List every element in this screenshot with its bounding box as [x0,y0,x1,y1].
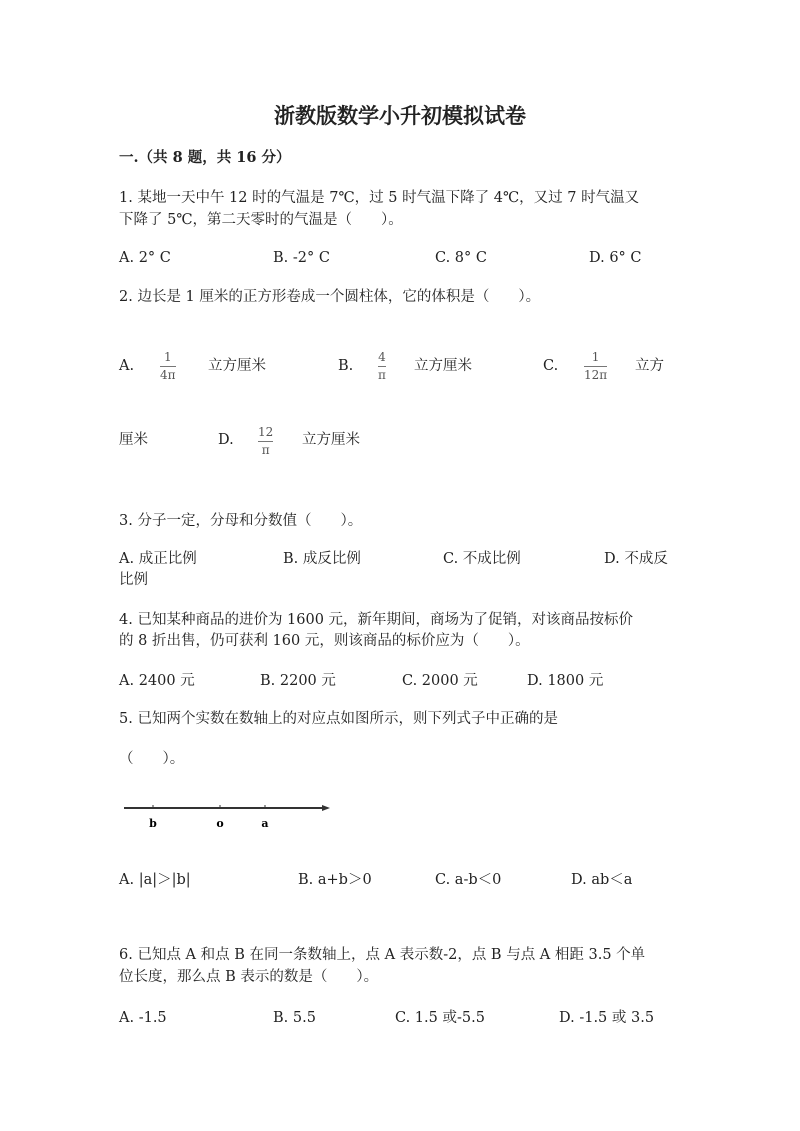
q3-wrap: 比例 [119,572,148,588]
q2-option-b-fraction [378,350,386,383]
numerator: 12 [258,425,274,439]
denominator: 12π [584,368,608,382]
number-line-figure [120,795,340,835]
q5-text: 5. 已知两个实数在数轴上的对应点如图所示，则下列式子中正确的是 [119,711,558,727]
axis-label-b: b [149,817,157,830]
q1-option-b: B. -2° C [273,250,330,266]
q1-option-d: D. 6° C [589,250,642,266]
q1-option-a: A. 2° C [119,250,171,266]
denominator: 4π [160,368,176,382]
q5-option-b: B. a+b＞0 [298,872,372,888]
q4-option-b: B. 2200 元 [260,673,336,689]
q1-text: 1. 某地一天中午 12 时的气温是 7℃，过 5 时气温下降了 4℃，又过 7 时气温又 [119,190,640,206]
section-heading: 一.（共 8 题，共 16 分） [119,149,291,166]
q4-option-c: C. 2000 元 [402,673,478,689]
numerator: 1 [591,350,600,364]
q2-option-d-label: D. [218,432,234,448]
q1-option-c: C. 8° C [435,250,487,266]
q3-option-c: C. 不成比例 [443,551,521,567]
q2-option-d-fraction [258,425,273,458]
q3-option-d: D. 不成反 [604,551,668,567]
q6-option-b: B. 5.5 [273,1010,316,1026]
q4-text: 的 8 折出售，仍可获利 160 元，则该商品的标价应为（ ）。 [119,633,530,649]
denominator: π [378,368,386,382]
numerator: 1 [163,350,172,364]
q6-option-d: D. -1.5 或 3.5 [559,1010,655,1026]
q2-option-b-label: B. [338,358,354,374]
arrow-icon [322,805,330,811]
axis-label-a: a [261,817,269,830]
q6-text: 位长度，那么点 B 表示的数是（ ）。 [119,969,379,985]
q4-option-a: A. 2400 元 [119,673,195,689]
q2-option-a-label: A. [119,358,135,374]
q5-text: （ ）。 [119,751,185,767]
q5-option-a: A. |a|＞|b| [119,872,191,888]
q4-option-d: D. 1800 元 [527,673,604,689]
numerator: 4 [378,350,386,364]
q2-text: 2. 边长是 1 厘米的正方形卷成一个圆柱体，它的体积是（ ）。 [119,289,541,305]
q6-text: 6. 已知点 A 和点 B 在同一条数轴上，点 A 表示数-2，点 B 与点 A 相距 3.5 个单 [119,947,646,963]
q3-text: 3. 分子一定，分母和分数值（ ）。 [119,513,363,529]
q6-option-a: A. -1.5 [119,1010,167,1026]
q3-option-b: B. 成反比例 [283,551,361,567]
page-title: 浙教版数学小升初模拟试卷 [274,103,526,128]
q3-option-a: A. 成正比例 [119,551,197,567]
q2-option-c-fraction [584,350,607,383]
q2-option-d-unit: 立方厘米 [302,432,360,448]
q2-option-a-unit: 立方厘米 [208,358,266,374]
q2-option-c-unit: 立方 [635,358,664,374]
q2-option-c-label: C. [543,358,559,374]
q6-option-c: C. 1.5 或-5.5 [395,1010,485,1026]
q5-option-c: C. a-b＜0 [435,872,502,888]
q1-text: 下降了 5℃，第二天零时的气温是（ ）。 [119,212,403,228]
q4-text: 4. 已知某种商品的进价为 1600 元，新年期间，商场为了促销，对该商品按标价 [119,612,634,628]
q2-wrap: 厘米 [119,432,148,448]
q2-option-b-unit: 立方厘米 [414,358,472,374]
q2-option-a-fraction [160,350,176,383]
denominator: π [261,443,270,457]
q5-option-d: D. ab＜a [571,872,633,888]
axis-label-o: o [216,817,224,830]
